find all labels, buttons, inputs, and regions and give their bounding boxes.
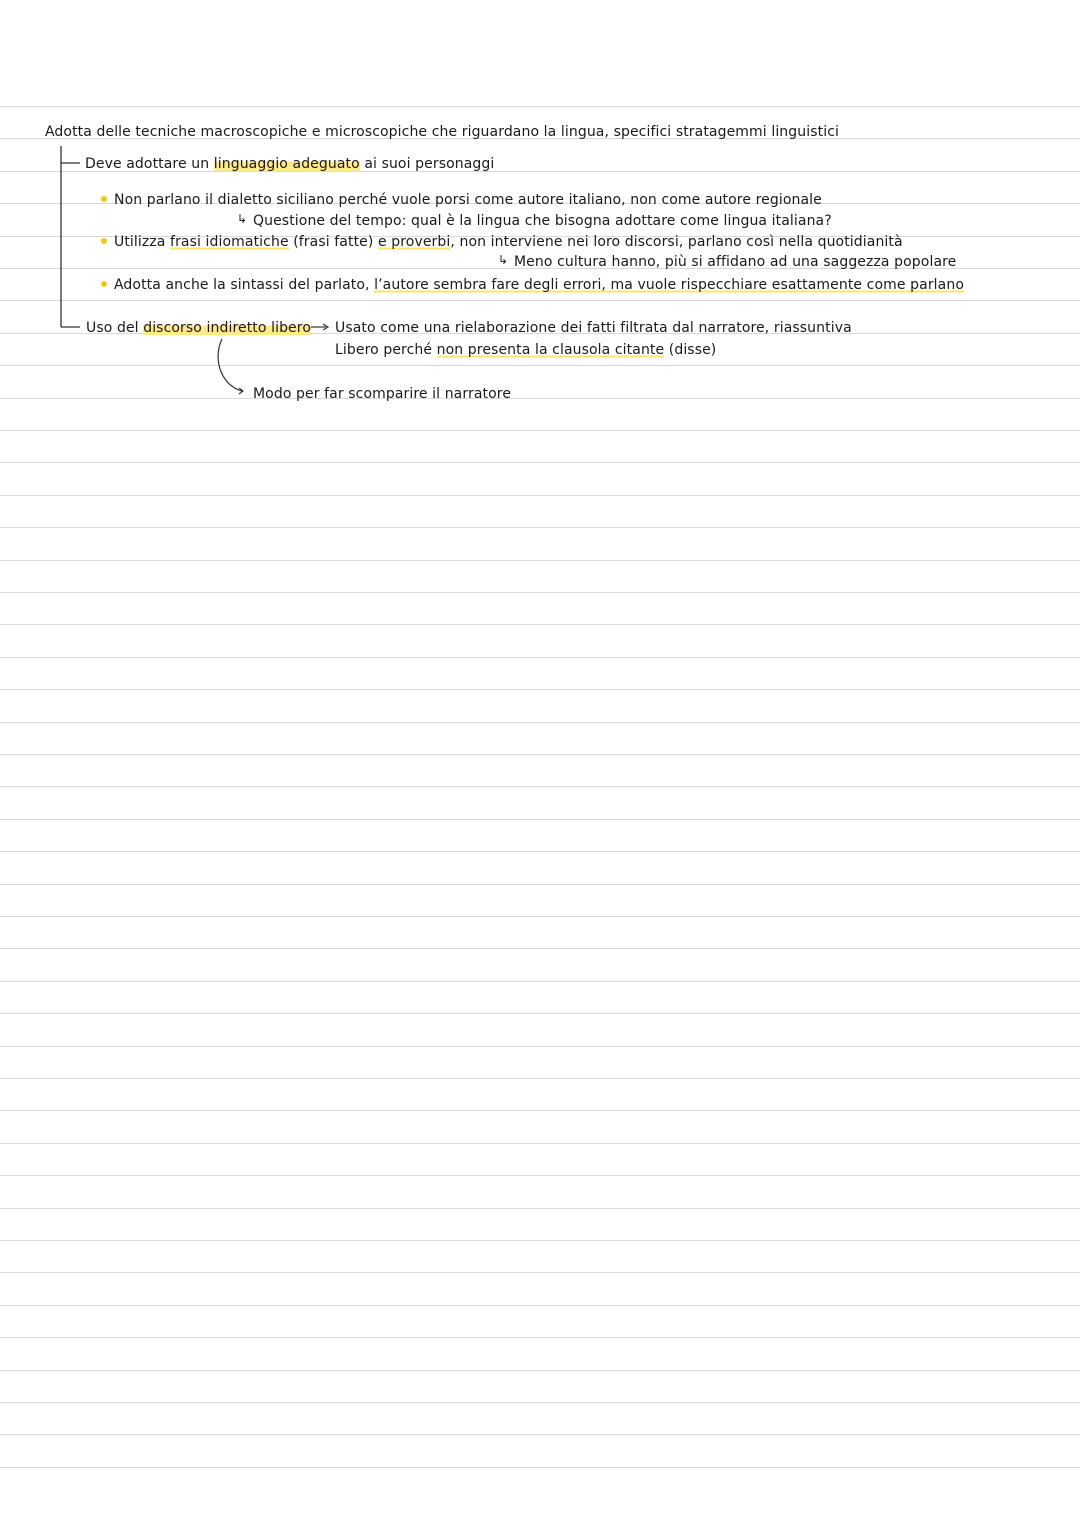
bullet2-post: , non interviene nei loro discorsi, parlano così nella quotidianità: [450, 234, 903, 250]
bullet3-underline: l’autore sembra fare degli errori, ma vuole rispecchiare esattamente come parlano: [374, 277, 964, 293]
hook-arrow-icon: ↳: [237, 212, 248, 226]
bullet1-sub-text: Questione del tempo: qual è la lingua che bisogna adottare come lingua italiana?: [253, 213, 832, 229]
bullet-2: [114, 233, 903, 251]
curved-connector: [218, 339, 242, 391]
branch-discorso: [86, 319, 311, 337]
libero-pre: Libero perché: [335, 342, 437, 358]
curve-note-text: Modo per far scomparire il narratore: [253, 386, 512, 402]
hook-arrow-icon: ↳: [498, 253, 509, 267]
branch2-pre: Uso del: [86, 320, 144, 336]
bullet-dot-1: [101, 196, 107, 202]
libero-explanation: [335, 341, 716, 359]
bullet3-pre: Adotta anche la sintassi del parlato,: [114, 277, 375, 293]
arrow-definition: [335, 319, 852, 337]
branch-linguaggio: [85, 155, 494, 173]
bullet2-underline-2: e proverbi: [377, 234, 451, 250]
branch1-post: ai suoi personaggi: [359, 156, 495, 172]
bullet2-pre: Utilizza: [114, 234, 171, 250]
bullet2-underline-1: frasi idiomatiche: [170, 234, 289, 250]
curve-note: [253, 385, 511, 403]
branch2-highlight: discorso indiretto libero: [143, 320, 311, 336]
page-heading: [45, 123, 839, 141]
bullet-2-sub: [514, 253, 956, 271]
arrow-definition-text: Usato come una rielaborazione dei fatti filtrata dal narratore, riassuntiva: [335, 320, 852, 336]
bullet2-mid: (frasi fatte): [288, 234, 378, 250]
branch1-highlight: linguaggio adeguato: [213, 156, 360, 172]
libero-post: (disse): [664, 342, 717, 358]
bullet1-text: Non parlano il dialetto siciliano perché vuole porsi come autore italiano, non come autore regionale: [114, 192, 822, 208]
branch1-pre: Deve adottare un: [85, 156, 214, 172]
bullet2-sub-text: Meno cultura hanno, più si affidano ad una saggezza popolare: [514, 254, 957, 270]
libero-underline: non presenta la clausola citante: [436, 342, 665, 358]
bullet-dot-3: [101, 281, 107, 287]
bullet-1-sub: [253, 212, 832, 230]
bullet-dot-2: [101, 238, 107, 244]
heading-text: Adotta delle tecniche macroscopiche e microscopiche che riguardano la lingua, specifici stratagemmi linguistici: [45, 124, 839, 140]
bullet-1: [114, 191, 822, 209]
bullet-3: [114, 276, 964, 294]
